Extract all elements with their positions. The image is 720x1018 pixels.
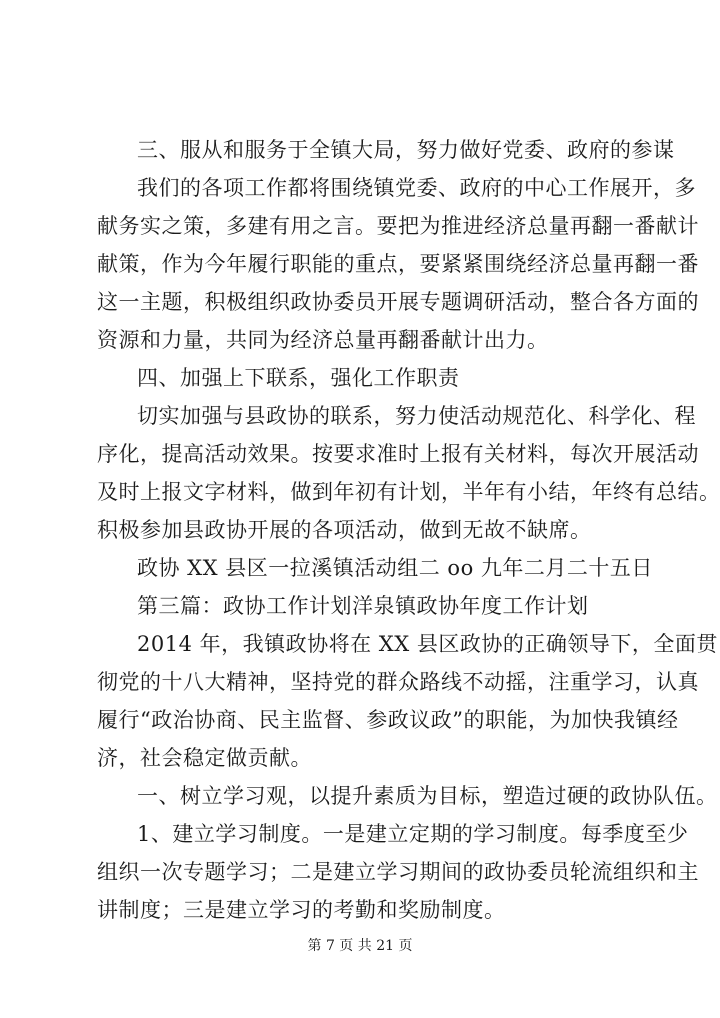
section-heading-three: 三、服从和服务于全镇大局，努力做好党委、政府的参谋 xyxy=(137,138,675,162)
section-heading-one: 一、树立学习观，以提升素质为目标，塑造过硬的政协队伍。 xyxy=(137,784,718,808)
paragraph-line: 2014 年，我镇政协将在 XX 县区政协的正确领导下，全面贯 xyxy=(137,632,718,656)
paragraph-line: 我们的各项工作都将围绕镇党委、政府的中心工作展开，多 xyxy=(137,176,696,200)
paragraph-line: 济，社会稳定做贡献。 xyxy=(97,746,312,770)
signature-line: 政协 XX 县区一拉溪镇活动组二 oo 九年二月二十五日 xyxy=(137,556,653,580)
paragraph-line: 切实加强与县政协的联系，努力使活动规范化、科学化、程 xyxy=(137,404,696,428)
paragraph-line: 履行“政治协商、民主监督、参政议政”的职能，为加快我镇经 xyxy=(97,708,679,732)
paragraph-line: 组织一次专题学习；二是建立学习期间的政协委员轮流组织和主 xyxy=(97,860,699,884)
paragraph-line: 献策，作为今年履行职能的重点，要紧紧围绕经济总量再翻一番 xyxy=(97,252,699,276)
page-number-footer: 第 7 页 共 21 页 xyxy=(307,938,413,954)
section-heading-four: 四、加强上下联系，强化工作职责 xyxy=(137,366,460,390)
paragraph-line: 讲制度；三是建立学习的考勤和奖励制度。 xyxy=(97,898,506,922)
paragraph-line: 序化，提高活动效果。按要求准时上报有关材料，每次开展活动 xyxy=(97,442,699,466)
paragraph-line: 积极参加县政协开展的各项活动，做到无故不缺席。 xyxy=(97,518,592,542)
paragraph-line: 及时上报文字材料，做到年初有计划，半年有小结，年终有总结。 xyxy=(97,480,720,504)
paragraph-line: 彻党的十八大精神，坚持党的群众路线不动摇，注重学习，认真 xyxy=(97,670,699,694)
paragraph-line: 这一主题，积极组织政协委员开展专题调研活动，整合各方面的 xyxy=(97,290,699,314)
paragraph-line: 献务实之策，多建有用之言。要把为推进经济总量再翻一番献计 xyxy=(97,214,699,238)
chapter-title: 第三篇：政协工作计划洋泉镇政协年度工作计划 xyxy=(137,594,589,618)
paragraph-line: 1、建立学习制度。一是建立定期的学习制度。每季度至少 xyxy=(137,822,689,846)
paragraph-line: 资源和力量，共同为经济总量再翻番献计出力。 xyxy=(97,328,549,352)
